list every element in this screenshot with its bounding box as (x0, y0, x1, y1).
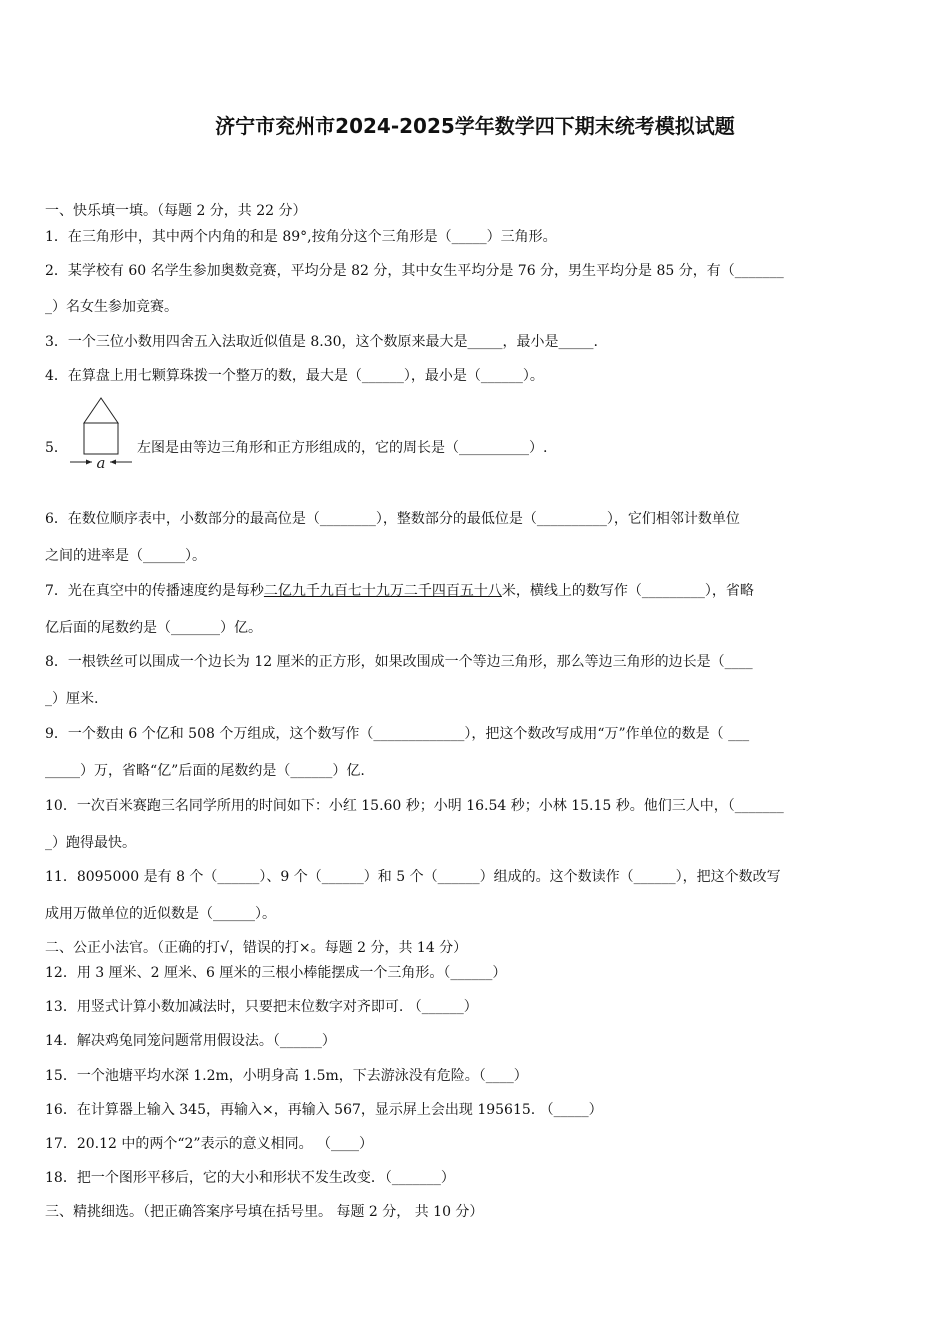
question-9-line-1: 9．一个数由 6 个亿和 508 个万组成，这个数写作（_____________），把这个数改写成用“万”作单位的数是（ ___ (45, 726, 750, 742)
question-17: 17．20.12 中的两个“2”表示的意义相同。 （____） (45, 1136, 374, 1152)
question-1: 1．在三角形中，其中两个内角的和是 89°,按角分这个三角形是（_____）三角形。 (45, 229, 557, 245)
triangle-square-figure (68, 396, 134, 470)
question-6-line-1: 6．在数位顺序表中，小数部分的最高位是（________），整数部分的最低位是（__________），它们相邻计数单位 (45, 511, 740, 527)
question-4: 4．在算盘上用七颗算珠拨一个整万的数，最大是（______），最小是（______）。 (45, 368, 544, 384)
question-2-line-1: 2．某学校有 60 名学生参加奥数竞赛，平均分是 82 分，其中女生平均分是 76 分，男生平均分是 85 分，有（_______ (45, 263, 784, 279)
question-6-line-2: 之间的进率是（______）。 (45, 548, 206, 564)
question-13: 13．用竖式计算小数加减法时，只要把末位数字对齐即可. （______） (45, 999, 478, 1015)
question-11-line-1: 11．8095000 是有 8 个（______）、9 个（______）和 5 个（______）组成的。这个数读作（______），把这个数改写 (45, 869, 781, 885)
figure-side-label: a (96, 454, 106, 470)
question-15: 15．一个池塘平均水深 1.2m，小明身高 1.5m，下去游泳没有危险。（____） (45, 1068, 528, 1084)
section-heading-3: 三、精挑细选。（把正确答案序号填在括号里。 每题 2 分， 共 10 分） (45, 1204, 484, 1220)
question-7-prefix: 7．光在真空中的传播速度约是每秒 (45, 583, 264, 599)
question-8-line-2: _）厘米. (45, 691, 99, 707)
question-12: 12．用 3 厘米、2 厘米、6 厘米的三根小棒能摆成一个三角形。（______） (45, 965, 507, 981)
question-7-line-2: 亿后面的尾数约是（_______）亿。 (45, 620, 262, 636)
question-18: 18．把一个图形平移后，它的大小和形状不发生改变．（_______） (45, 1170, 455, 1186)
question-11-line-2: 成用万做单位的近似数是（______）。 (45, 906, 276, 922)
question-14: 14．解决鸡兔同笼问题常用假设法。（______） (45, 1033, 336, 1049)
question-2-line-2: _）名女生参加竞赛。 (45, 299, 178, 315)
question-3: 3．一个三位小数用四舍五入法取近似值是 8.30，这个数原来最大是_____，最小是_____. (45, 334, 598, 350)
question-9-line-2: _____）万，省略“亿”后面的尾数约是（______）亿. (45, 763, 365, 779)
question-5-number: 5． (45, 440, 68, 456)
section-heading-2: 二、公正小法官。（正确的打√，错误的打×。每题 2 分，共 14 分） (45, 940, 468, 956)
section-heading-1: 一、快乐填一填。（每题 2 分，共 22 分） (45, 203, 307, 219)
question-5-text: 左图是由等边三角形和正方形组成的，它的周长是（__________）. (137, 440, 548, 456)
question-10-line-1: 10．一次百米赛跑三名同学所用的时间如下：小红 15.60 秒；小明 16.54 秒；小林 15.15 秒。他们三人中，（_______ (45, 798, 784, 814)
question-7-line-1 (45, 581, 905, 601)
page-title: 济宁市兖州市2024-2025学年数学四下期末统考模拟试题 (215, 114, 735, 138)
question-7-underlined-number: 二亿九千九百七十九万二千四百五十八 (263, 583, 502, 599)
question-16: 16．在计算器上输入 345，再输入×，再输入 567，显示屏上会出现 195615. （_____） (45, 1102, 603, 1118)
question-7-suffix: 米，横线上的数写作（_________），省略 (501, 583, 754, 599)
question-8-line-1: 8．一根铁丝可以围成一个边长为 12 厘米的正方形，如果改围成一个等边三角形，那么等边三角形的边长是（____ (45, 654, 753, 670)
question-10-line-2: _）跑得最快。 (45, 835, 136, 851)
